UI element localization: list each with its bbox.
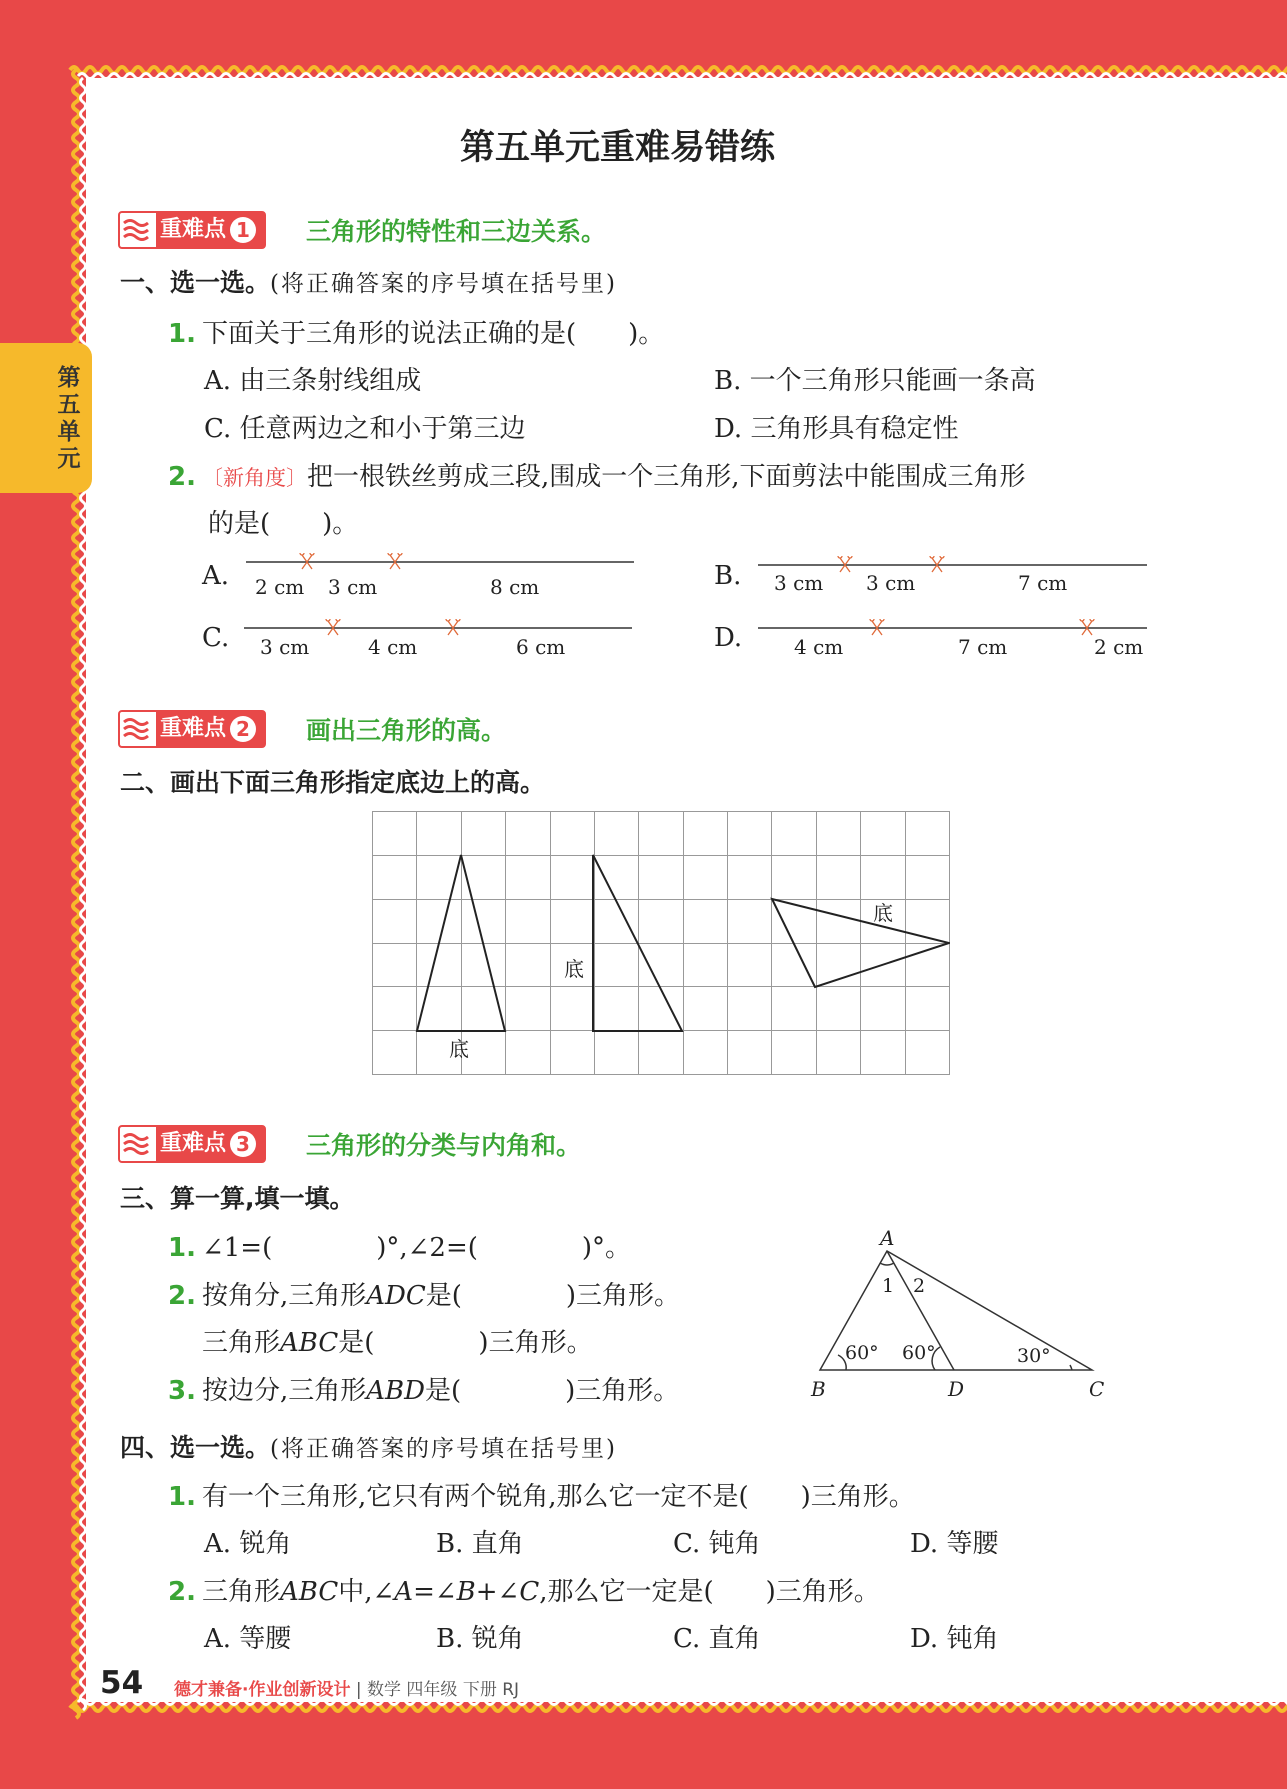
wire-option-b-letter: B. [714, 561, 742, 591]
section-4-note: (将正确答案的序号填在括号里) [270, 1436, 617, 1462]
option-1-1-d: D. 三角形具有稳定性 [714, 414, 959, 444]
question-3-2b: 三角形ABC是( )三角形。 [202, 1328, 593, 1358]
option-1-1-c: C. 任意两边之和小于第三边 [204, 414, 526, 444]
base-label-2: 底 [564, 957, 584, 981]
angle-adb-value: 60° [902, 1342, 936, 1364]
wire-d-seg-2: 7 cm [958, 635, 1008, 659]
question-1-2: 2. 〔新角度〕把一根铁丝剪成三段,围成一个三角形,下面剪法中能围成三角形 [168, 462, 1026, 492]
angle-2-label: 2 [913, 1275, 926, 1297]
edition: RJ [502, 1680, 520, 1700]
section-1-heading: 一、选一选。(将正确答案的序号填在括号里) [120, 268, 617, 297]
badge-index: 2 [230, 716, 256, 742]
wire-d-seg-1: 4 cm [794, 635, 844, 659]
key-point-badge-3 [118, 1125, 266, 1163]
unit-side-label: 第五单元 [57, 365, 81, 472]
vertex-a: A [880, 1226, 895, 1250]
new-angle-tag: 〔新角度〕 [201, 466, 307, 490]
badge-label: 重难点 [160, 716, 227, 741]
angle-1-label: 1 [882, 1275, 895, 1297]
vertex-d: D [948, 1377, 965, 1401]
unit-side-tab [0, 343, 92, 493]
option-4-1-d: D. 等腰 [910, 1529, 999, 1559]
series-name: 德才兼备·作业创新设计 [174, 1680, 351, 1700]
option-4-1-c: C. 钝角 [673, 1529, 761, 1559]
vertex-c: C [1089, 1377, 1105, 1401]
page-title: 第五单元重难易错练 [460, 128, 776, 168]
badge-index: 1 [230, 217, 256, 243]
option-1-1-a: A. 由三条射线组成 [204, 366, 422, 396]
key-point-badge-2 [118, 710, 266, 748]
vertex-b: B [811, 1377, 826, 1401]
wire-a-seg-1: 2 cm [255, 575, 305, 599]
key-point-badge-1 [118, 211, 266, 249]
key-point-topic-1: 三角形的特性和三边关系。 [306, 217, 607, 246]
badge-label: 重难点 [160, 217, 227, 242]
question-3-1: 1. ∠1=( )°,∠2=( )°。 [168, 1233, 632, 1263]
question-3-3: 3. 按边分,三角形ABD是( )三角形。 [168, 1376, 680, 1406]
option-4-2-a: A. 等腰 [204, 1624, 292, 1654]
option-4-2-b: B. 锐角 [436, 1624, 524, 1654]
section-3-heading: 三、算一算,填一填。 [120, 1184, 355, 1213]
option-4-2-c: C. 直角 [673, 1624, 761, 1654]
wire-c-seg-2: 4 cm [368, 635, 418, 659]
wave-icon [120, 1129, 156, 1159]
wave-icon [120, 215, 156, 245]
base-label-3: 底 [873, 901, 893, 925]
wire-d-seg-3: 2 cm [1094, 635, 1144, 659]
section-2-heading: 二、画出下面三角形指定底边上的高。 [120, 768, 546, 797]
option-4-2-d: D. 钝角 [910, 1624, 999, 1654]
angle-c-value: 30° [1017, 1345, 1051, 1367]
wire-b-seg-2: 3 cm [866, 571, 916, 595]
question-3-2: 2. 按角分,三角形ADC是( )三角形。 [168, 1281, 681, 1311]
badge-label: 重难点 [160, 1131, 227, 1156]
section-1-note: (将正确答案的序号填在括号里) [270, 271, 617, 297]
wire-option-d-letter: D. [714, 623, 743, 653]
wire-a-seg-2: 3 cm [328, 575, 378, 599]
wire-b-seg-3: 7 cm [1018, 571, 1068, 595]
footer-separator: | [355, 1680, 362, 1700]
grade: 四年级 [406, 1680, 458, 1700]
option-4-1-b: B. 直角 [436, 1529, 524, 1559]
angle-b-value: 60° [845, 1342, 879, 1364]
section-4-heading: 四、选一选。(将正确答案的序号填在括号里) [120, 1433, 617, 1462]
wire-c-seg-3: 6 cm [516, 635, 566, 659]
option-1-1-b: B. 一个三角形只能画一条高 [714, 366, 1036, 396]
question-1-1: 1. 下面关于三角形的说法正确的是( )。 [168, 319, 665, 349]
wire-option-a-letter: A. [202, 561, 230, 591]
question-4-2: 2. 三角形ABC中,∠A=∠B+∠C,那么它一定是( )三角形。 [168, 1577, 880, 1607]
key-point-topic-3: 三角形的分类与内角和。 [306, 1131, 582, 1160]
option-4-1-a: A. 锐角 [204, 1529, 292, 1559]
wire-a-seg-3: 8 cm [490, 575, 540, 599]
wire-b-seg-1: 3 cm [774, 571, 824, 595]
question-1-2-cont: 的是( )。 [208, 509, 359, 539]
term: 下册 [462, 1680, 497, 1700]
wave-icon [120, 714, 156, 744]
page-number: 54 [100, 1665, 144, 1701]
footer-info [174, 1675, 519, 1700]
wire-option-c-letter: C. [202, 623, 230, 653]
wire-c-seg-1: 3 cm [260, 635, 310, 659]
base-label-1: 底 [449, 1037, 469, 1061]
badge-index: 3 [230, 1131, 256, 1157]
subject: 数学 [367, 1680, 402, 1700]
key-point-topic-2: 画出三角形的高。 [306, 716, 507, 745]
question-4-1: 1. 有一个三角形,它只有两个锐角,那么它一定不是( )三角形。 [168, 1482, 915, 1512]
